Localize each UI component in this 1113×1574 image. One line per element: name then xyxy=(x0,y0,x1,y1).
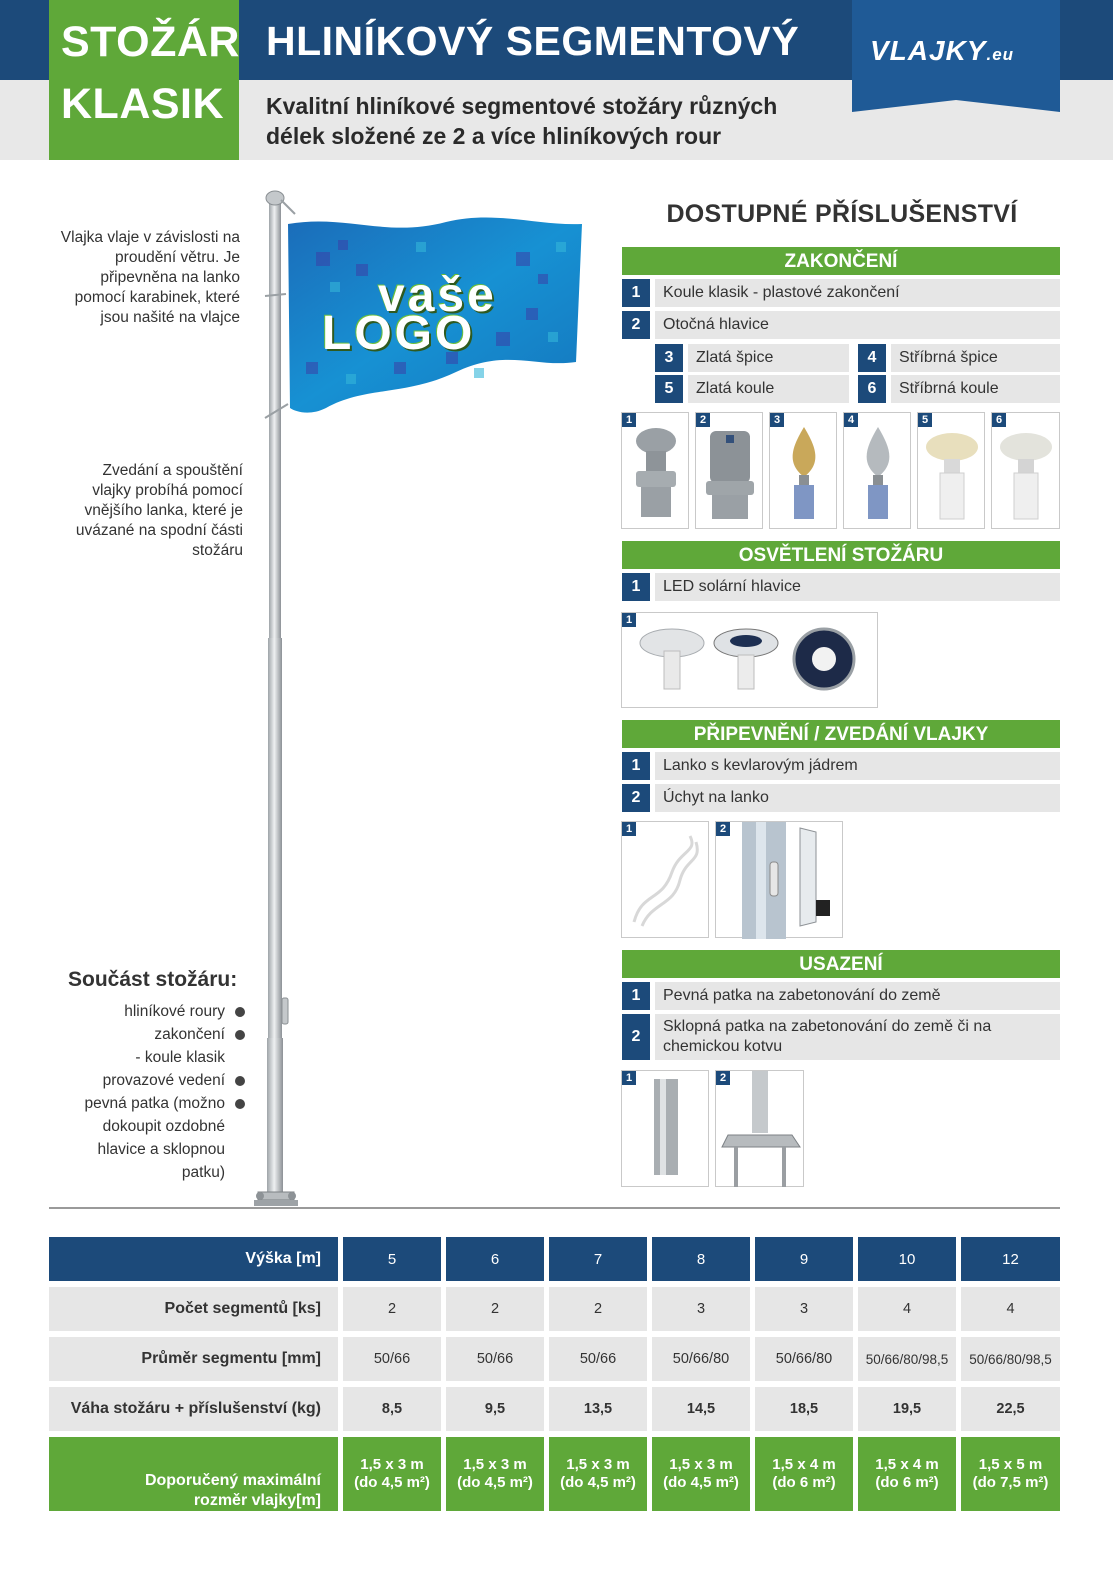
item-label: Koule klasik - plastové zakončení xyxy=(655,279,1060,307)
list-item xyxy=(622,279,1060,307)
list-item: patku) xyxy=(181,1164,225,1181)
led-solar-head-thumb[interactable] xyxy=(621,612,878,708)
gold-ball-icon xyxy=(918,413,986,530)
table-cell: 1,5 x 4 m (do 6 m²) xyxy=(858,1437,956,1511)
table-cell: 19,5 xyxy=(858,1387,956,1431)
item-label: Zlatá koule xyxy=(688,375,849,403)
list-item xyxy=(858,344,1060,372)
table-cell: 6 xyxy=(446,1237,544,1281)
item-label: LED solární hlavice xyxy=(655,573,1060,601)
bullet-icon xyxy=(235,1076,245,1086)
page-title: HLINÍKOVÝ SEGMENTOVÝ xyxy=(266,18,800,64)
item-label: Otočná hlavice xyxy=(655,311,1060,339)
item-label: Úchyt na lanko xyxy=(655,784,1060,812)
section-endings-heading: ZAKONČENÍ xyxy=(622,247,1060,275)
tilting-base-icon xyxy=(716,1071,805,1188)
item-number: 1 xyxy=(622,982,650,1010)
kevlar-rope-thumb[interactable] xyxy=(621,821,709,938)
flag-logo-line-1: vaše xyxy=(378,269,497,322)
item-number: 5 xyxy=(655,375,683,403)
list-item xyxy=(622,784,1060,812)
flag-note: Vlajka vlaje v závislosti na proudění větru. Je připevněna na lanko pomocí karabinek, které jsou našité na vlajce xyxy=(60,229,240,326)
list-item: zakončení xyxy=(60,1023,250,1046)
table-cell: 5 xyxy=(343,1237,441,1281)
table-cell: 3 xyxy=(652,1287,750,1331)
item-label: Lanko s kevlarovým jádrem xyxy=(655,752,1060,780)
list-item xyxy=(622,982,1060,1010)
item-number: 2 xyxy=(622,1014,650,1060)
row-header: Doporučený maximální rozměr vlajky[m] xyxy=(49,1437,338,1511)
item-number: 2 xyxy=(622,311,650,339)
rotating-head-icon xyxy=(696,413,764,530)
bullet-icon xyxy=(235,1007,245,1017)
item-number: 1 xyxy=(622,573,650,601)
silver-spike-icon xyxy=(844,413,912,530)
table-cell: 2 xyxy=(549,1287,647,1331)
table-cell: 9,5 xyxy=(446,1387,544,1431)
table-cell: 50/66/80 xyxy=(755,1337,853,1381)
list-item xyxy=(622,1014,1060,1060)
row-header: Průměr segmentu [mm] xyxy=(49,1337,338,1381)
table-cell: 18,5 xyxy=(755,1387,853,1431)
thumb-number: 2 xyxy=(716,1071,730,1085)
table-row xyxy=(49,1287,1060,1331)
table-cell: 10 xyxy=(858,1237,956,1281)
item-number: 1 xyxy=(622,752,650,780)
table-row xyxy=(49,1437,1060,1511)
table-cell: 50/66/80 xyxy=(652,1337,750,1381)
table-cell: 50/66 xyxy=(343,1337,441,1381)
table-cell: 4 xyxy=(858,1287,956,1331)
list-item xyxy=(622,752,1060,780)
thumb-number: 5 xyxy=(918,413,932,427)
silver-ball-icon xyxy=(992,413,1061,530)
parts-title: Součást stožáru: xyxy=(68,968,238,991)
thumb-number: 1 xyxy=(622,613,636,627)
gold-ball-thumb[interactable] xyxy=(917,412,985,529)
table-cell: 4 xyxy=(961,1287,1060,1331)
list-item xyxy=(622,311,1060,339)
table-cell: 22,5 xyxy=(961,1387,1060,1431)
table-cell: 9 xyxy=(755,1237,853,1281)
table-cell: 50/66 xyxy=(446,1337,544,1381)
item-label: Pevná patka na zabetonování do země xyxy=(655,982,1060,1010)
list-item xyxy=(858,375,1060,403)
silver-spike-thumb[interactable] xyxy=(843,412,911,529)
table-cell: 14,5 xyxy=(652,1387,750,1431)
fixed-base-icon xyxy=(622,1071,710,1188)
thumb-number: 2 xyxy=(716,822,730,836)
accessories-title: DOSTUPNÉ PŘÍSLUŠENSTVÍ xyxy=(666,200,1018,228)
badge-line-1: STOŽÁR xyxy=(61,18,240,66)
rope-note: Zvedání a spouštění vlajky probíhá pomocí vnějšího lanka, které je uvázané na spodní části stožáru xyxy=(75,462,243,559)
thumb-number: 1 xyxy=(622,413,636,427)
list-item xyxy=(655,344,849,372)
table-cell: 50/66 xyxy=(549,1337,647,1381)
fixed-base-thumb[interactable] xyxy=(621,1070,709,1187)
page-subtitle xyxy=(266,91,826,151)
brand-suffix: .eu xyxy=(986,45,1015,64)
gold-spike-thumb[interactable] xyxy=(769,412,837,529)
gold-spike-icon xyxy=(770,413,838,530)
table-cell: 12 xyxy=(961,1237,1060,1281)
section-divider xyxy=(49,1207,1060,1209)
led-solar-head-icon xyxy=(622,613,879,709)
item-number: 1 xyxy=(622,279,650,307)
rope-cleat-icon xyxy=(716,822,844,939)
table-cell: 3 xyxy=(755,1287,853,1331)
list-item: dokoupit ozdobné xyxy=(102,1118,225,1135)
bullet-icon xyxy=(235,1030,245,1040)
finial-ball-icon xyxy=(622,413,690,530)
brand-logo[interactable] xyxy=(870,35,1014,67)
list-item xyxy=(655,375,849,403)
row-header: Výška [m] xyxy=(49,1237,338,1281)
table-cell: 13,5 xyxy=(549,1387,647,1431)
row-header: Váha stožáru + příslušenství (kg) xyxy=(49,1387,338,1431)
thumb-number: 3 xyxy=(770,413,784,427)
table-cell: 1,5 x 3 m (do 4,5 m²) xyxy=(549,1437,647,1511)
item-number: 3 xyxy=(655,344,683,372)
thumb-number: 1 xyxy=(622,1071,636,1085)
table-cell: 1,5 x 4 m (do 6 m²) xyxy=(755,1437,853,1511)
thumb-number: 4 xyxy=(844,413,858,427)
item-number: 2 xyxy=(622,784,650,812)
table-cell: 8 xyxy=(652,1237,750,1281)
row-header: Počet segmentů [ks] xyxy=(49,1287,338,1331)
list-item: - koule klasik xyxy=(135,1049,225,1066)
rope-cleat-thumb[interactable] xyxy=(715,821,843,938)
list-item: hlavice a sklopnou xyxy=(97,1141,225,1158)
silver-ball-thumb[interactable] xyxy=(991,412,1060,529)
table-cell: 1,5 x 3 m (do 4,5 m²) xyxy=(343,1437,441,1511)
parts-list xyxy=(60,1000,250,1184)
subtitle-line-2: délek složené ze 2 a více hliníkových rour xyxy=(266,123,722,149)
rope-icon xyxy=(622,822,710,939)
table-row xyxy=(49,1387,1060,1431)
table-cell: 50/66/80/98,5 xyxy=(961,1337,1060,1381)
tilting-base-thumb[interactable] xyxy=(715,1070,804,1187)
brand-name: VLAJKY xyxy=(870,35,987,66)
list-item: pevná patka (možno xyxy=(60,1092,250,1115)
bullet-icon xyxy=(235,1099,245,1109)
list-item: hliníkové roury xyxy=(60,1000,250,1023)
badge-line-2: KLASIK xyxy=(61,80,225,128)
table-cell: 2 xyxy=(446,1287,544,1331)
item-label: Stříbrná špice xyxy=(891,344,1060,372)
thumb-number: 6 xyxy=(992,413,1006,427)
item-label: Zlatá špice xyxy=(688,344,849,372)
item-number: 6 xyxy=(858,375,886,403)
rotating-head-thumb[interactable] xyxy=(695,412,763,529)
item-label: Stříbrná koule xyxy=(891,375,1060,403)
table-cell: 1,5 x 5 m (do 7,5 m²) xyxy=(961,1437,1060,1511)
thumb-number: 2 xyxy=(696,413,710,427)
subtitle-line-1: Kvalitní hliníkové segmentové stožáry různých xyxy=(266,93,778,119)
table-row xyxy=(49,1337,1060,1381)
product-badge xyxy=(49,0,239,160)
item-number: 4 xyxy=(858,344,886,372)
section-base-heading: USAZENÍ xyxy=(622,950,1060,978)
table-cell: 8,5 xyxy=(343,1387,441,1431)
table-cell: 7 xyxy=(549,1237,647,1281)
item-label: Sklopná patka na zabetonování do země či na chemickou kotvu xyxy=(655,1014,1060,1060)
section-lighting-heading: OSVĚTLENÍ STOŽÁRU xyxy=(622,541,1060,569)
thumb-number: 1 xyxy=(622,822,636,836)
list-item xyxy=(622,573,1060,601)
table-cell: 1,5 x 3 m (do 4,5 m²) xyxy=(446,1437,544,1511)
section-mounting-heading: PŘIPEVNĚNÍ / ZVEDÁNÍ VLAJKY xyxy=(622,720,1060,748)
table-cell: 50/66/80/98,5 xyxy=(858,1337,956,1381)
table-cell: 1,5 x 3 m (do 4,5 m²) xyxy=(652,1437,750,1511)
table-cell: 2 xyxy=(343,1287,441,1331)
finial-ball-classic-thumb[interactable] xyxy=(621,412,689,529)
table-row xyxy=(49,1237,1060,1281)
list-item: provazové vedení xyxy=(60,1069,250,1092)
flag-logo-line-2: LOGO xyxy=(322,307,476,360)
